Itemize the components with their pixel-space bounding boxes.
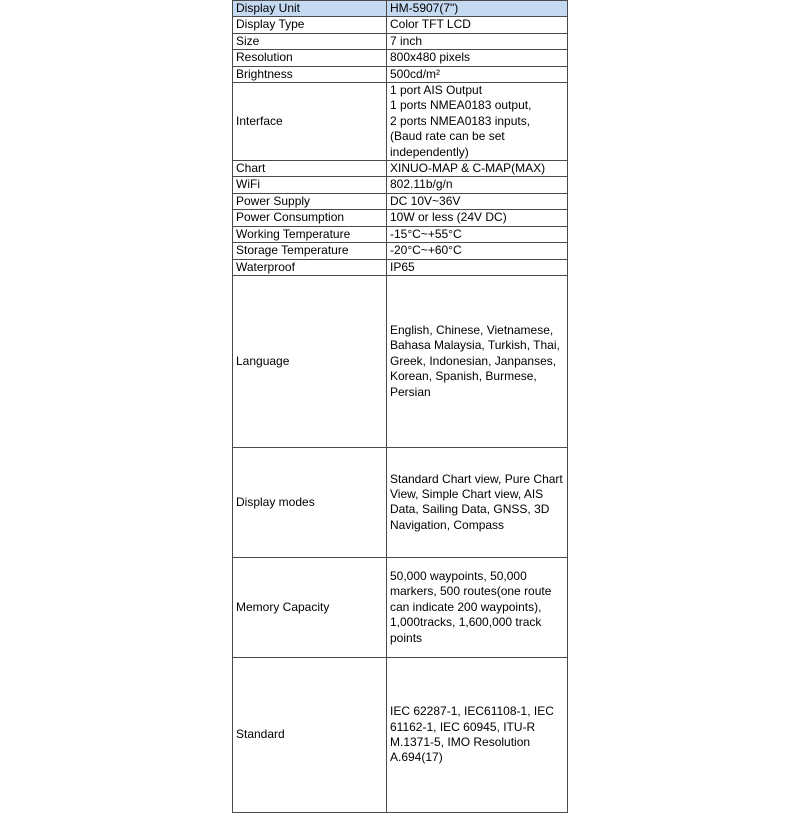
row-label: Storage Temperature: [233, 243, 387, 259]
row-value: IP65: [387, 259, 568, 275]
value-line: 61162-1, IEC 60945, ITU-R: [390, 719, 536, 734]
table-row: [233, 259, 568, 275]
row-value: Color TFT LCD: [387, 17, 568, 33]
row-value: [387, 447, 568, 557]
table-header-row: [233, 1, 568, 17]
table-row: [233, 161, 568, 177]
row-label: Display modes: [233, 447, 387, 557]
row-value: [387, 275, 568, 447]
value-line: 1 port AIS Output: [390, 83, 483, 98]
table-row: [233, 657, 568, 812]
table-row: [233, 83, 568, 161]
row-label: WiFi: [233, 177, 387, 193]
table-row: [233, 193, 568, 209]
row-label: Power Supply: [233, 193, 387, 209]
value-line: markers, 500 routes(one route: [390, 584, 552, 599]
row-value: [387, 657, 568, 812]
table-row: [233, 17, 568, 33]
table-row: [233, 275, 568, 447]
value-line: Data, Sailing Data, GNSS, 3D: [390, 502, 550, 517]
row-label: Size: [233, 33, 387, 49]
row-label: Working Temperature: [233, 226, 387, 242]
table-row: [233, 447, 568, 557]
row-label: Power Consumption: [233, 210, 387, 226]
row-value: XINUO-MAP & C-MAP(MAX): [387, 161, 568, 177]
row-label: Language: [233, 275, 387, 447]
value-line: English, Chinese, Vietnamese,: [390, 322, 554, 337]
value-line: 1 ports NMEA0183 output,: [390, 98, 532, 113]
value-line: Standard Chart view, Pure Chart: [390, 471, 563, 486]
spec-table: [232, 0, 568, 813]
row-label: Memory Capacity: [233, 557, 387, 657]
row-value: [387, 557, 568, 657]
table-row: [233, 33, 568, 49]
row-label: Chart: [233, 161, 387, 177]
value-line: 50,000 waypoints, 50,000: [390, 568, 527, 583]
value-line: M.1371-5, IMO Resolution: [390, 734, 531, 749]
row-value: 10W or less (24V DC): [387, 210, 568, 226]
table-row: [233, 557, 568, 657]
value-line: Persian: [390, 384, 431, 399]
value-line: View, Simple Chart view, AIS: [390, 487, 544, 501]
table-row: [233, 177, 568, 193]
row-label: Standard: [233, 657, 387, 812]
row-value: 802.11b/g/n: [387, 177, 568, 193]
header-value: HM-5907(7"): [387, 1, 568, 17]
row-label: Display Type: [233, 17, 387, 33]
table-row: [233, 210, 568, 226]
header-label: Display Unit: [233, 1, 387, 17]
value-line: 1,000tracks, 1,600,000 track: [390, 615, 542, 630]
value-line: IEC 62287-1, IEC61108-1, IEC: [390, 704, 554, 719]
row-value: 800x480 pixels: [387, 50, 568, 66]
row-value: 7 inch: [387, 33, 568, 49]
value-line: (Baud rate can be set: [390, 129, 505, 144]
value-line: can indicate 200 waypoints),: [390, 599, 542, 614]
row-label: Resolution: [233, 50, 387, 66]
value-line: points: [390, 630, 423, 645]
table-row: [233, 50, 568, 66]
row-label: Brightness: [233, 66, 387, 82]
value-line: independently): [390, 144, 469, 159]
table-row: [233, 243, 568, 259]
row-label: Interface: [233, 83, 387, 161]
row-value: -15°C~+55°C: [387, 226, 568, 242]
table-row: [233, 226, 568, 242]
value-line: Bahasa Malaysia, Turkish, Thai,: [390, 338, 560, 353]
value-line: 2 ports NMEA0183 inputs,: [390, 113, 531, 128]
row-label: Waterproof: [233, 259, 387, 275]
table-row: [233, 66, 568, 82]
row-value: -20°C~+60°C: [387, 243, 568, 259]
row-value: DC 10V~36V: [387, 193, 568, 209]
row-value: 500cd/m²: [387, 66, 568, 82]
value-line: Korean, Spanish, Burmese,: [390, 369, 537, 384]
value-line: Greek, Indonesian, Janpanses,: [390, 353, 557, 368]
value-line: Navigation, Compass: [390, 517, 505, 532]
row-value: [387, 83, 568, 161]
value-line: A.694(17): [390, 750, 443, 765]
